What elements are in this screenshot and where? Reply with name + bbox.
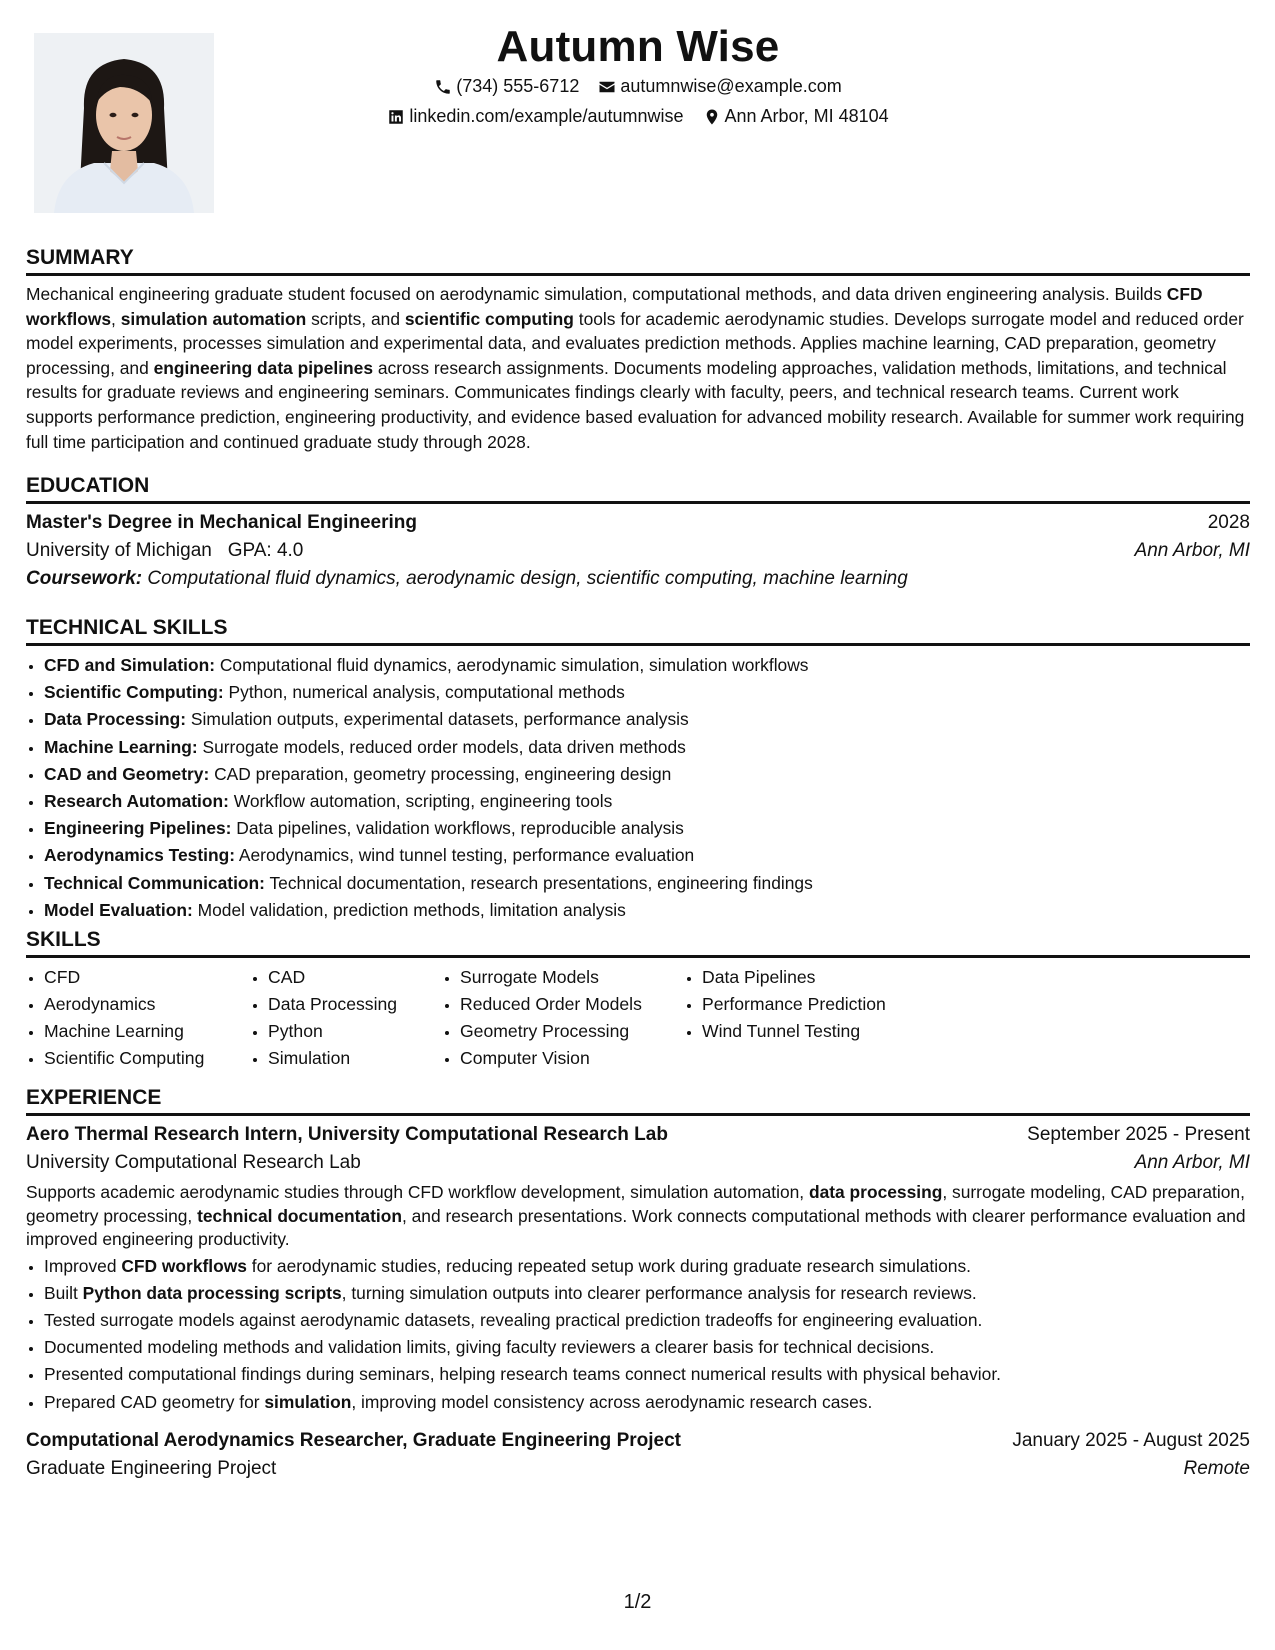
skill-item: • Computer Vision — [460, 1045, 684, 1072]
job-bullet — [44, 1280, 1250, 1307]
skills-section — [26, 928, 1250, 1072]
job-dates: January 2025 - August 2025 — [1012, 1429, 1250, 1451]
emphasis-text: simulation — [264, 1391, 352, 1412]
emphasis-text: simulation automation — [120, 308, 307, 329]
skill-details: Data pipelines, validation workflows, reproducible analysis — [231, 818, 684, 839]
contact-row-1 — [26, 76, 1250, 101]
skill-details: Computational fluid dynamics, aerodynamic simulation, simulation workflows — [215, 655, 809, 675]
map-pin-icon — [703, 108, 721, 126]
skills-grid — [26, 964, 1250, 1072]
summary-text — [26, 282, 1250, 454]
text-run: Presented computational findings during seminars, helping research teams connect numerical results with physical behavior. — [44, 1364, 1001, 1385]
skills-column — [442, 964, 684, 1072]
emphasis-text: CFD workflows — [121, 1255, 247, 1276]
skill-item: • Performance Prediction — [702, 991, 942, 1018]
skill-item: • Data Pipelines — [702, 964, 942, 991]
technical-skill-item — [44, 652, 1250, 679]
phone-number: (734) 555-6712 — [456, 76, 580, 96]
technical-skill-item — [44, 734, 1250, 761]
text-run: Documented modeling methods and validation limits, giving faculty reviewers a clearer basis for technical decisions. — [44, 1337, 935, 1358]
job-org: Graduate Engineering Project — [26, 1457, 277, 1479]
technical-skills-section — [26, 616, 1250, 924]
job-bullet — [44, 1361, 1250, 1388]
skill-category: Technical Communication: — [44, 872, 265, 893]
skills-column — [250, 964, 442, 1072]
phone-icon — [434, 78, 452, 96]
skills-column — [26, 964, 250, 1072]
skill-category: Aerodynamics Testing: — [44, 845, 236, 866]
job-bullet — [44, 1307, 1250, 1334]
skill-details: Model validation, prediction methods, limitation analysis — [192, 899, 626, 920]
skill-item: • Reduced Order Models — [460, 991, 684, 1018]
skill-item: • Python — [268, 1018, 442, 1045]
technical-skill-item — [44, 706, 1250, 733]
technical-skill-item — [44, 842, 1250, 869]
job-location: Remote — [1183, 1457, 1250, 1479]
skill-category: Model Evaluation: — [44, 899, 193, 920]
text-run: Prepared CAD geometry for — [44, 1391, 265, 1412]
skill-category: Engineering Pipelines: — [44, 818, 232, 839]
candidate-name: Autumn Wise — [496, 22, 780, 71]
skill-details: Simulation outputs, experimental datasets, performance analysis — [186, 709, 689, 730]
coursework-list: Computational fluid dynamics, aerodynamic design, scientific computing, machine learning — [147, 568, 908, 589]
school-location: Ann Arbor, MI — [1134, 540, 1250, 561]
skills-column — [684, 964, 942, 1072]
skill-category: Machine Learning: — [44, 736, 198, 757]
technical-skill-item — [44, 788, 1250, 815]
text-run: Built — [44, 1282, 83, 1303]
summary-heading: SUMMARY — [26, 246, 1250, 276]
skill-item: • CAD — [268, 964, 442, 991]
job-dates: September 2025 - Present — [1027, 1124, 1250, 1145]
phone-contact[interactable] — [434, 76, 579, 97]
skill-item: • Data Processing — [268, 991, 442, 1018]
job-title: Computational Aerodynamics Researcher, Graduate Engineering Project — [26, 1429, 681, 1451]
summary-section — [26, 246, 1250, 454]
text-run: Mechanical engineering graduate student focused on aerodynamic simulation, computational methods, and data driven engineering analysis. Builds — [26, 284, 1167, 304]
email-contact[interactable] — [598, 76, 841, 97]
skill-details: Python, numerical analysis, computational methods — [223, 682, 625, 703]
linkedin-contact[interactable] — [387, 106, 683, 127]
job-entry — [26, 1430, 1250, 1480]
contact-row-2 — [26, 106, 1250, 131]
job-org: University Computational Research Lab — [26, 1152, 361, 1173]
skill-details: CAD preparation, geometry processing, engineering design — [209, 763, 672, 784]
skill-item: • Geometry Processing — [460, 1018, 684, 1045]
text-run: across research assignments. Documents modeling approaches, validation methods, limitations, and technical results for graduate reviews and engineering seminars. Communicates findings clearly with faculty, peers, and technical research teams. Current work supports performance prediction, engineering productivity, and evidence based evaluation for advanced mobility research. Available for summer work requiring full time participation and continued graduate study through 2028. — [26, 357, 1245, 452]
emphasis-text: technical documentation — [197, 1205, 402, 1226]
text-run: tools for academic aerodynamic studies. Develops surrogate model and reduced order model experiments, processes simulation and experimental data, and evaluates prediction methods. Applies machine learning, CAD preparation, geometry processing, and — [26, 308, 1244, 378]
skill-category: Scientific Computing: — [44, 682, 224, 703]
job-bullets — [26, 1253, 1250, 1416]
degree-title: Master's Degree in Mechanical Engineering — [26, 512, 417, 533]
skill-category: Research Automation: — [44, 791, 229, 812]
skill-item: • Surrogate Models — [460, 964, 684, 991]
coursework-label: Coursework: — [26, 568, 143, 589]
education-section — [26, 474, 1250, 590]
text-run: for aerodynamic studies, reducing repeated setup work during graduate research simulations. — [246, 1255, 971, 1276]
skill-category: Data Processing: — [44, 709, 187, 730]
experience-heading: EXPERIENCE — [26, 1086, 1250, 1116]
skill-details: Workflow automation, scripting, engineering tools — [228, 791, 613, 812]
text-run: Supports academic aerodynamic studies through CFD workflow development, simulation automation, — [26, 1182, 809, 1202]
technical-skill-item — [44, 897, 1250, 924]
job-title: Aero Thermal Research Intern, University Computational Research Lab — [26, 1124, 668, 1145]
job-description — [26, 1181, 1250, 1252]
technical-skill-item — [44, 679, 1250, 706]
technical-skills-list — [26, 652, 1250, 924]
job-bullet — [44, 1334, 1250, 1361]
skill-item: • Aerodynamics — [44, 991, 250, 1018]
school-info — [26, 540, 303, 562]
linkedin-url: linkedin.com/example/autumnwise — [409, 106, 684, 126]
gpa: GPA: 4.0 — [227, 540, 304, 561]
location-contact — [703, 106, 889, 127]
graduation-year: 2028 — [1207, 512, 1250, 533]
skill-category: CFD and Simulation: — [44, 655, 216, 675]
job-location: Ann Arbor, MI — [1134, 1152, 1250, 1173]
emphasis-text: scientific computing — [404, 308, 574, 329]
job-title-row — [26, 1124, 1250, 1146]
technical-skills-heading: TECHNICAL SKILLS — [26, 616, 1250, 646]
experience-section — [26, 1086, 1250, 1480]
emphasis-text: Python data processing scripts — [82, 1282, 342, 1303]
education-heading: EDUCATION — [26, 474, 1250, 504]
school-row — [26, 540, 1250, 562]
text-run: , and research presentations. Work connects computational methods with clearer performance evaluation and improved engineering productivity. — [26, 1205, 1246, 1249]
degree-row — [26, 512, 1250, 534]
skill-details: Surrogate models, reduced order models, data driven methods — [197, 736, 686, 757]
job-bullet — [44, 1389, 1250, 1416]
skill-category: CAD and Geometry: — [44, 763, 210, 784]
school-name: University of Michigan — [26, 540, 212, 561]
skill-item: • Scientific Computing — [44, 1045, 250, 1072]
skill-item: • Machine Learning — [44, 1018, 250, 1045]
job-title-row — [26, 1430, 1250, 1452]
emphasis-text: data processing — [808, 1182, 943, 1202]
job-org-row — [26, 1458, 1250, 1480]
job-bullet — [44, 1253, 1250, 1280]
page-number: 1/2 — [623, 1591, 652, 1613]
text-run: , improving model consistency across aerodynamic research cases. — [351, 1391, 873, 1412]
text-run: Tested surrogate models against aerodynamic datasets, revealing practical prediction tradeoffs for engineering evaluation. — [44, 1309, 983, 1330]
skills-heading: SKILLS — [26, 928, 1250, 958]
emphasis-text: CFD workflows — [26, 284, 1203, 329]
coursework-row — [26, 568, 1250, 590]
skill-item: • Simulation — [268, 1045, 442, 1072]
envelope-icon — [598, 78, 616, 96]
technical-skill-item — [44, 870, 1250, 897]
technical-skill-item — [44, 815, 1250, 842]
skill-item: • CFD — [44, 964, 250, 991]
text-run: Improved — [44, 1255, 122, 1276]
location-text: Ann Arbor, MI 48104 — [724, 106, 889, 126]
text-run: , surrogate modeling, CAD preparation, geometry processing, — [26, 1182, 1245, 1226]
email-address: autumnwise@example.com — [620, 76, 842, 96]
technical-skill-item — [44, 761, 1250, 788]
job-org-row — [26, 1152, 1250, 1174]
text-run: scripts, and — [306, 308, 405, 329]
skill-item: • Wind Tunnel Testing — [702, 1018, 942, 1045]
job-entry — [26, 1124, 1250, 1416]
skill-details: Technical documentation, research presentations, engineering findings — [264, 872, 813, 893]
text-run: , — [111, 308, 121, 329]
skill-details: Aerodynamics, wind tunnel testing, performance evaluation — [235, 845, 695, 866]
text-run: , turning simulation outputs into clearer performance analysis for research reviews. — [341, 1282, 977, 1303]
emphasis-text: engineering data pipelines — [153, 357, 373, 378]
linkedin-icon — [387, 108, 405, 126]
